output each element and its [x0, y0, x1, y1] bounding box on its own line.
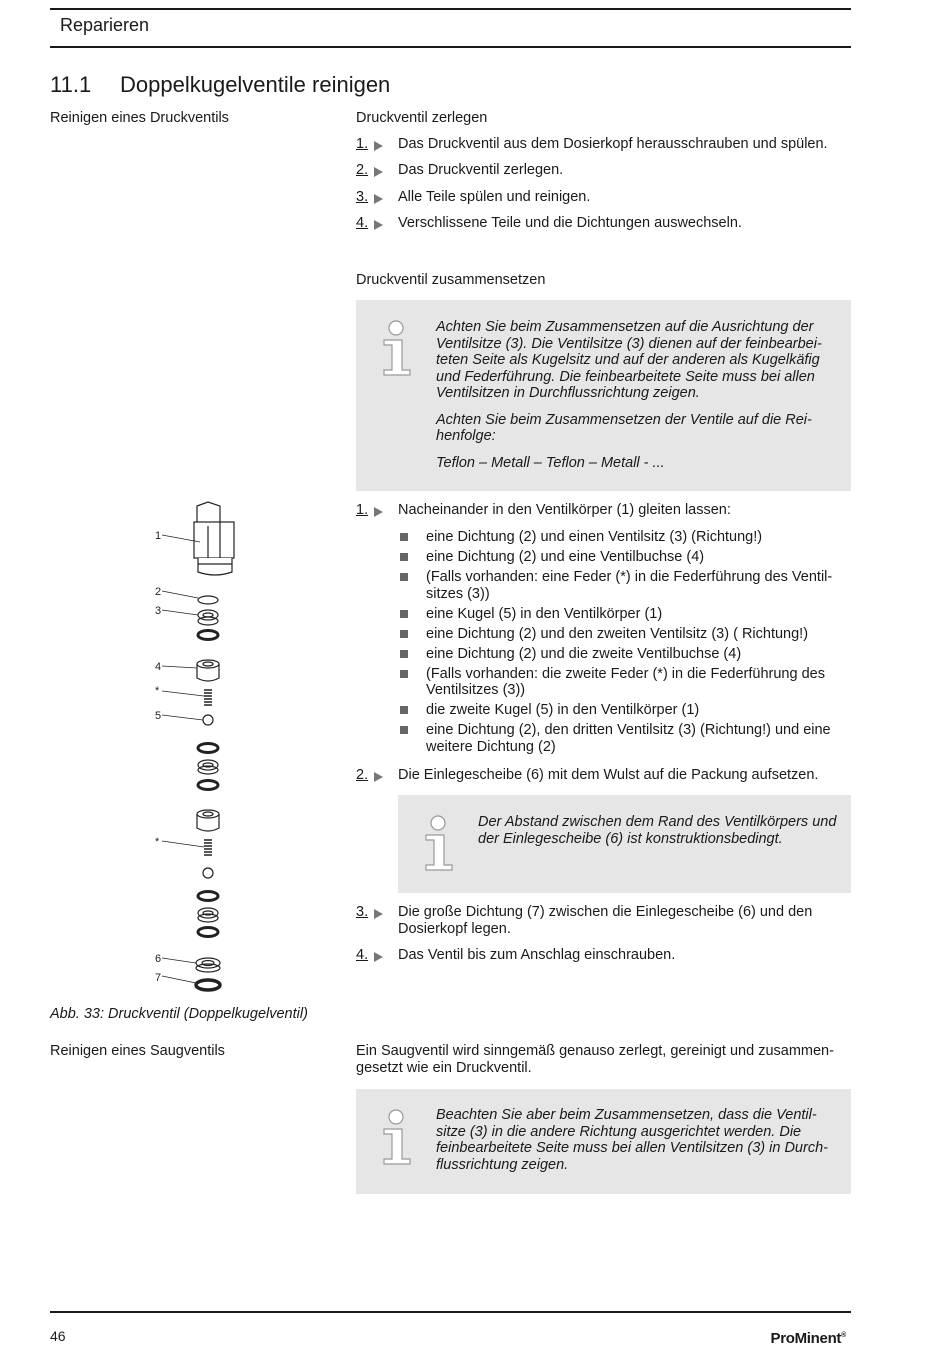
zerlegen-step-4 — [356, 215, 851, 232]
page-number: 46 — [50, 1328, 66, 1344]
section-title-text: Doppelkugelventile reinigen — [120, 72, 391, 97]
figure-label-5: 5 — [155, 710, 162, 722]
step-arrow-icon — [374, 194, 383, 204]
list-item: die zweite Kugel (5) in den Ventilkörper (1) — [398, 702, 853, 719]
section-title — [50, 72, 390, 98]
list-item: (Falls vorhanden: die zweite Feder (*) in die Federführung des Ventilsitzes (3)) — [398, 666, 853, 699]
figure-label-6: 6 — [155, 953, 162, 965]
header-bottom-rule — [50, 46, 851, 48]
assembly-step-2 — [356, 767, 851, 784]
step-number: 1. — [356, 136, 369, 152]
step-number: 2. — [356, 162, 369, 178]
step-arrow-icon — [374, 772, 383, 782]
zusammensetzen-heading: Druckventil zusammensetzen — [356, 272, 546, 288]
info-icon — [380, 320, 414, 376]
note2-text: Der Abstand zwischen dem Rand des Ventilkörpers und der Einlegescheibe (6) ist konstruktionsbedingt. — [478, 814, 837, 847]
header-title: Reparieren — [60, 15, 150, 35]
assembly-step-3 — [356, 904, 851, 938]
note3-text: Beachten Sie aber beim Zusammensetzen, dass die Ventil-sitze (3) in die andere Richtung ausgerichtet werden. Die feinbearbeitete Seite muss bei allen Ventilsitzen (3) in Durch-flussrichtung zeigen. — [436, 1107, 828, 1173]
zerlegen-step-2 — [356, 162, 851, 179]
note1-paragraph-1: Achten Sie beim Zusammensetzen auf die Ausrichtung der Ventilsitze (3). Die Ventilsitze (3) dienen auf der feinbearbei-teten Seite als Kugelsitz und auf der anderen als Kugelkäfig und Federführung. Die feinbearbeitete Seite muss bei allen Ventilsitzen in Durchflussrichtung zeigen. — [436, 319, 822, 401]
step-text: Das Druckventil zerlegen. — [398, 162, 564, 178]
step-arrow-icon — [374, 220, 383, 230]
step-arrow-icon — [374, 909, 383, 919]
step-text: Die Einlegescheibe (6) mit dem Wulst auf die Packung aufsetzen. — [398, 767, 819, 783]
figure-label-4: 4 — [155, 661, 162, 673]
list-item: eine Dichtung (2) und eine Ventilbuchse (4) — [398, 549, 853, 566]
info-icon — [380, 1109, 414, 1165]
assembly-step-4 — [356, 947, 851, 964]
step-text: Alle Teile spülen und reinigen. — [398, 189, 591, 205]
zerlegen-heading: Druckventil zerlegen — [356, 110, 488, 126]
figure-caption: Abb. 33: Druckventil (Doppelkugelventil) — [50, 1006, 308, 1022]
assembly-step-1 — [356, 502, 851, 519]
step-text: Die große Dichtung (7) zwischen die Einlegescheibe (6) und den Dosierkopf legen. — [398, 904, 813, 937]
figure-label-7: 7 — [155, 972, 162, 984]
step-arrow-icon — [374, 952, 383, 962]
step-text: Das Druckventil aus dem Dosierkopf herausschrauben und spülen. — [398, 136, 828, 152]
footer-rule — [50, 1311, 851, 1313]
note1-paragraph-3: Teflon – Metall – Teflon – Metall - ... — [436, 454, 665, 471]
druckventil-side-heading: Reinigen eines Druckventils — [50, 110, 229, 126]
list-item: eine Dichtung (2) und den zweiten Ventilsitz (3) ( Richtung!) — [398, 626, 853, 643]
step-text: Verschlissene Teile und die Dichtungen auswechseln. — [398, 215, 742, 231]
info-note-2 — [398, 795, 851, 893]
valve-exploded-drawing — [140, 498, 250, 998]
step-number: 2. — [356, 767, 369, 783]
info-note-3 — [356, 1089, 851, 1194]
step-number: 4. — [356, 947, 369, 963]
valve-body-part — [194, 502, 234, 575]
figure-label-spring-2: * — [155, 836, 160, 848]
list-item: eine Dichtung (2), den dritten Ventilsitz (3) (Richtung!) und eine weitere Dichtung (2) — [398, 722, 853, 755]
info-note-1 — [356, 300, 851, 491]
saugventil-text: Ein Saugventil wird sinngemäß genauso zerlegt, gereinigt und zusammen-gesetzt wie ein Druckventil. — [356, 1043, 834, 1076]
step-arrow-icon — [374, 141, 383, 151]
zerlegen-step-1 — [356, 136, 851, 153]
list-item: eine Dichtung (2) und die zweite Ventilbuchse (4) — [398, 646, 853, 663]
list-item: eine Dichtung (2) und einen Ventilsitz (3) (Richtung!) — [398, 529, 853, 546]
section-number: 11.1 — [50, 72, 92, 97]
saugventil-side-heading: Reinigen eines Saugventils — [50, 1043, 225, 1059]
list-item: (Falls vorhanden: eine Feder (*) in die Federführung des Ventil-sitzes (3)) — [398, 569, 853, 602]
step-arrow-icon — [374, 507, 383, 517]
list-item: eine Kugel (5) in den Ventilkörper (1) — [398, 606, 853, 623]
header-top-rule — [50, 8, 851, 10]
step-text: Nacheinander in den Ventilkörper (1) gleiten lassen: — [398, 502, 731, 518]
note1-paragraph-2: Achten Sie beim Zusammensetzen der Ventile auf die Rei-henfolge: — [436, 411, 812, 444]
figure-label-2: 2 — [155, 586, 162, 598]
prominent-logo — [771, 1330, 847, 1347]
step-number: 1. — [356, 502, 369, 518]
figure-label-spring: * — [155, 685, 160, 697]
step-number: 3. — [356, 189, 369, 205]
step-number: 4. — [356, 215, 369, 231]
step-text: Das Ventil bis zum Anschlag einschrauben. — [398, 947, 676, 963]
logo-text: ProMinent — [770, 1330, 842, 1347]
figure-label-1: 1 — [155, 530, 162, 542]
info-icon — [422, 815, 456, 871]
figure-label-3: 3 — [155, 605, 162, 617]
step-number: 3. — [356, 904, 369, 920]
zerlegen-step-3 — [356, 189, 851, 206]
step-arrow-icon — [374, 167, 383, 177]
logo-mark: ® — [841, 1332, 846, 1339]
assembly-bullet-list — [398, 529, 853, 759]
